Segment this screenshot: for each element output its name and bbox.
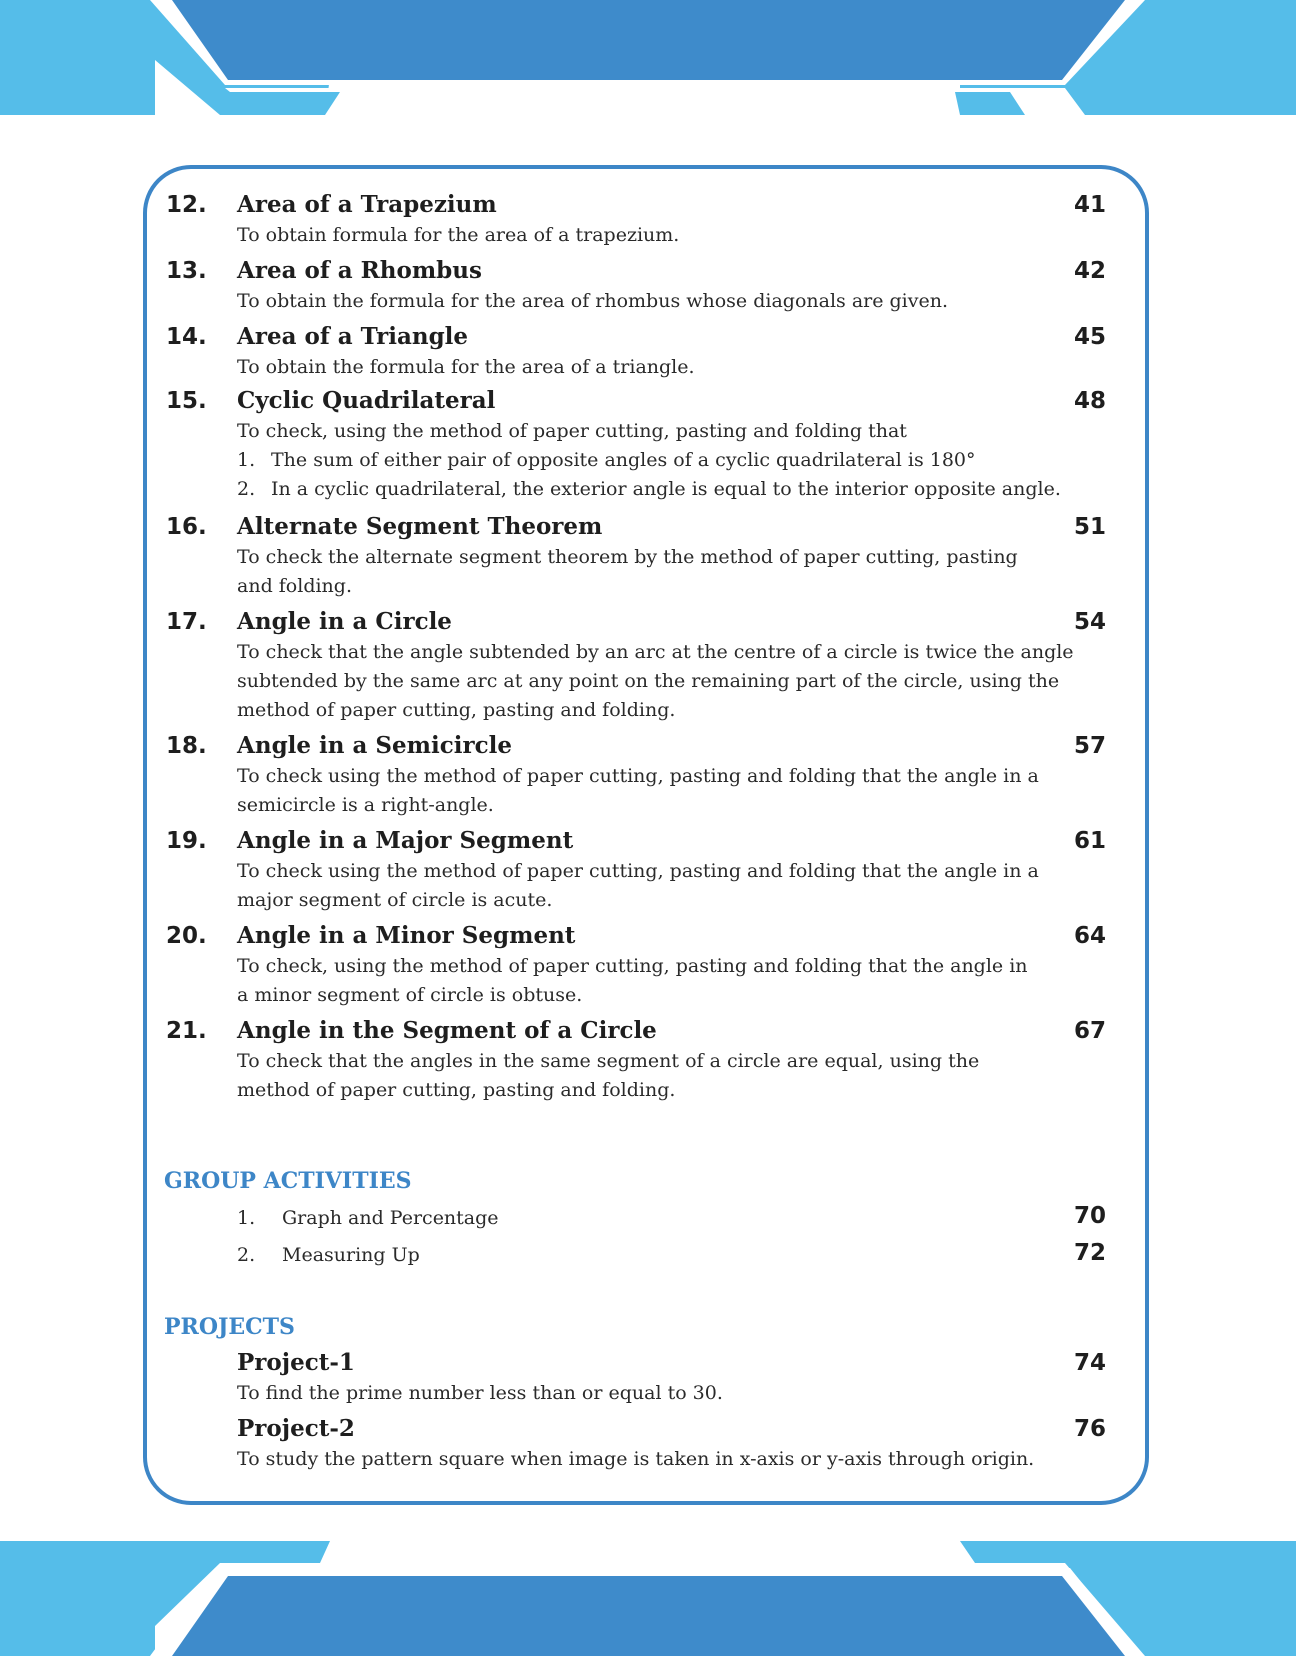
activity-number: 14. bbox=[166, 324, 207, 350]
group-item-number: 1. bbox=[237, 1207, 256, 1229]
description-line: To find the prime number less than or equal to 30. bbox=[237, 1382, 723, 1404]
activity-page-number: 48 bbox=[1073, 388, 1106, 414]
activity-description bbox=[237, 543, 1057, 601]
activity-page-number: 64 bbox=[1073, 923, 1106, 949]
activity-number: 21. bbox=[166, 1018, 207, 1044]
activity-title[interactable]: Area of a Rhombus bbox=[237, 257, 482, 284]
description-line: a minor segment of circle is obtuse. bbox=[237, 984, 583, 1006]
group-item-page-number: 72 bbox=[1073, 1240, 1106, 1266]
description-line: To study the pattern square when image is taken in x-axis or y-axis through origin. bbox=[237, 1448, 1035, 1470]
description-line: major segment of circle is acute. bbox=[237, 889, 553, 911]
section-heading-group-activities: GROUP ACTIVITIES bbox=[164, 1168, 412, 1194]
project-page-number: 76 bbox=[1073, 1416, 1106, 1442]
description-line: To check, using the method of paper cutting, pasting and folding that the angle in bbox=[237, 955, 1028, 977]
description-line: To obtain the formula for the area of a triangle. bbox=[237, 356, 695, 378]
activity-number: 17. bbox=[166, 609, 207, 635]
description-line: To check, using the method of paper cutting, pasting and folding that bbox=[237, 420, 907, 442]
activity-title[interactable]: Angle in a Major Segment bbox=[237, 827, 574, 854]
activity-title[interactable]: Area of a Triangle bbox=[237, 323, 469, 350]
sub-item bbox=[237, 475, 1061, 504]
activity-description bbox=[237, 353, 1057, 382]
activity-page-number: 67 bbox=[1073, 1018, 1106, 1044]
project-title[interactable]: Project-1 bbox=[237, 1349, 355, 1376]
activity-description bbox=[237, 1047, 1057, 1105]
description-line: To check the alternate segment theorem by the method of paper cutting, pasting bbox=[237, 546, 1018, 568]
description-line: semicircle is a right-angle. bbox=[237, 794, 494, 816]
project-description bbox=[237, 1445, 1057, 1474]
sub-item-number: 2. bbox=[237, 478, 256, 500]
description-line: To check using the method of paper cutting, pasting and folding that the angle in a bbox=[237, 860, 1039, 882]
description-line: method of paper cutting, pasting and folding. bbox=[237, 699, 676, 721]
activity-title[interactable]: Angle in a Semicircle bbox=[237, 732, 512, 759]
section-heading-projects: PROJECTS bbox=[164, 1314, 295, 1340]
activity-page-number: 51 bbox=[1073, 514, 1106, 540]
activity-title[interactable]: Area of a Trapezium bbox=[237, 191, 497, 218]
activity-description bbox=[237, 857, 1057, 915]
activity-description bbox=[237, 287, 1057, 316]
description-line: method of paper cutting, pasting and folding. bbox=[237, 1079, 676, 1101]
description-line: subtended by the same arc at any point on the remaining part of the circle, using the bbox=[237, 670, 1060, 692]
description-line: To check that the angle subtended by an arc at the centre of a circle is twice the angle bbox=[237, 641, 1074, 663]
activity-description bbox=[237, 952, 1057, 1010]
activity-description bbox=[237, 221, 1057, 250]
activity-number: 13. bbox=[166, 258, 207, 284]
activity-number: 18. bbox=[166, 733, 207, 759]
activity-number: 12. bbox=[166, 192, 207, 218]
activity-page-number: 54 bbox=[1073, 609, 1106, 635]
group-item-title: Measuring Up bbox=[282, 1244, 420, 1266]
activity-title[interactable]: Angle in a Minor Segment bbox=[237, 922, 576, 949]
bottom-banner-decoration bbox=[0, 1541, 1296, 1656]
activity-number: 20. bbox=[166, 923, 207, 949]
group-activity-item[interactable] bbox=[237, 1240, 420, 1270]
sub-item-text: The sum of either pair of opposite angles of a cyclic quadrilateral is 180° bbox=[271, 449, 976, 471]
group-item-title: Graph and Percentage bbox=[282, 1207, 499, 1229]
sub-item bbox=[237, 446, 1057, 475]
description-line: To obtain formula for the area of a trapezium. bbox=[237, 224, 680, 246]
activity-page-number: 45 bbox=[1073, 324, 1106, 350]
activity-title[interactable]: Alternate Segment Theorem bbox=[237, 513, 603, 540]
activity-title[interactable]: Angle in a Circle bbox=[237, 608, 452, 635]
project-title[interactable]: Project-2 bbox=[237, 1415, 355, 1442]
activity-title[interactable]: Cyclic Quadrilateral bbox=[237, 387, 496, 414]
activity-description bbox=[237, 762, 1057, 820]
project-description bbox=[237, 1379, 1057, 1408]
activity-page-number: 41 bbox=[1073, 192, 1106, 218]
activity-description bbox=[237, 638, 1074, 725]
description-line: To obtain the formula for the area of rhombus whose diagonals are given. bbox=[237, 290, 949, 312]
activity-description bbox=[237, 417, 1061, 504]
description-line: To check that the angles in the same segment of a circle are equal, using the bbox=[237, 1050, 980, 1072]
description-line: To check using the method of paper cutting, pasting and folding that the angle in a bbox=[237, 765, 1039, 787]
group-activity-item[interactable] bbox=[237, 1203, 499, 1233]
top-banner-decoration bbox=[0, 0, 1296, 115]
activity-page-number: 61 bbox=[1073, 828, 1106, 854]
description-line: and folding. bbox=[237, 575, 352, 597]
activity-page-number: 42 bbox=[1073, 258, 1106, 284]
sub-item-text: In a cyclic quadrilateral, the exterior angle is equal to the interior opposite angle. bbox=[271, 478, 1061, 500]
activity-page-number: 57 bbox=[1073, 733, 1106, 759]
activity-number: 19. bbox=[166, 828, 207, 854]
project-page-number: 74 bbox=[1073, 1350, 1106, 1376]
activity-title[interactable]: Angle in the Segment of a Circle bbox=[237, 1017, 657, 1044]
activity-number: 15. bbox=[166, 388, 207, 414]
activity-number: 16. bbox=[166, 514, 207, 540]
group-item-number: 2. bbox=[237, 1244, 256, 1266]
group-item-page-number: 70 bbox=[1073, 1203, 1106, 1229]
sub-item-number: 1. bbox=[237, 449, 256, 471]
